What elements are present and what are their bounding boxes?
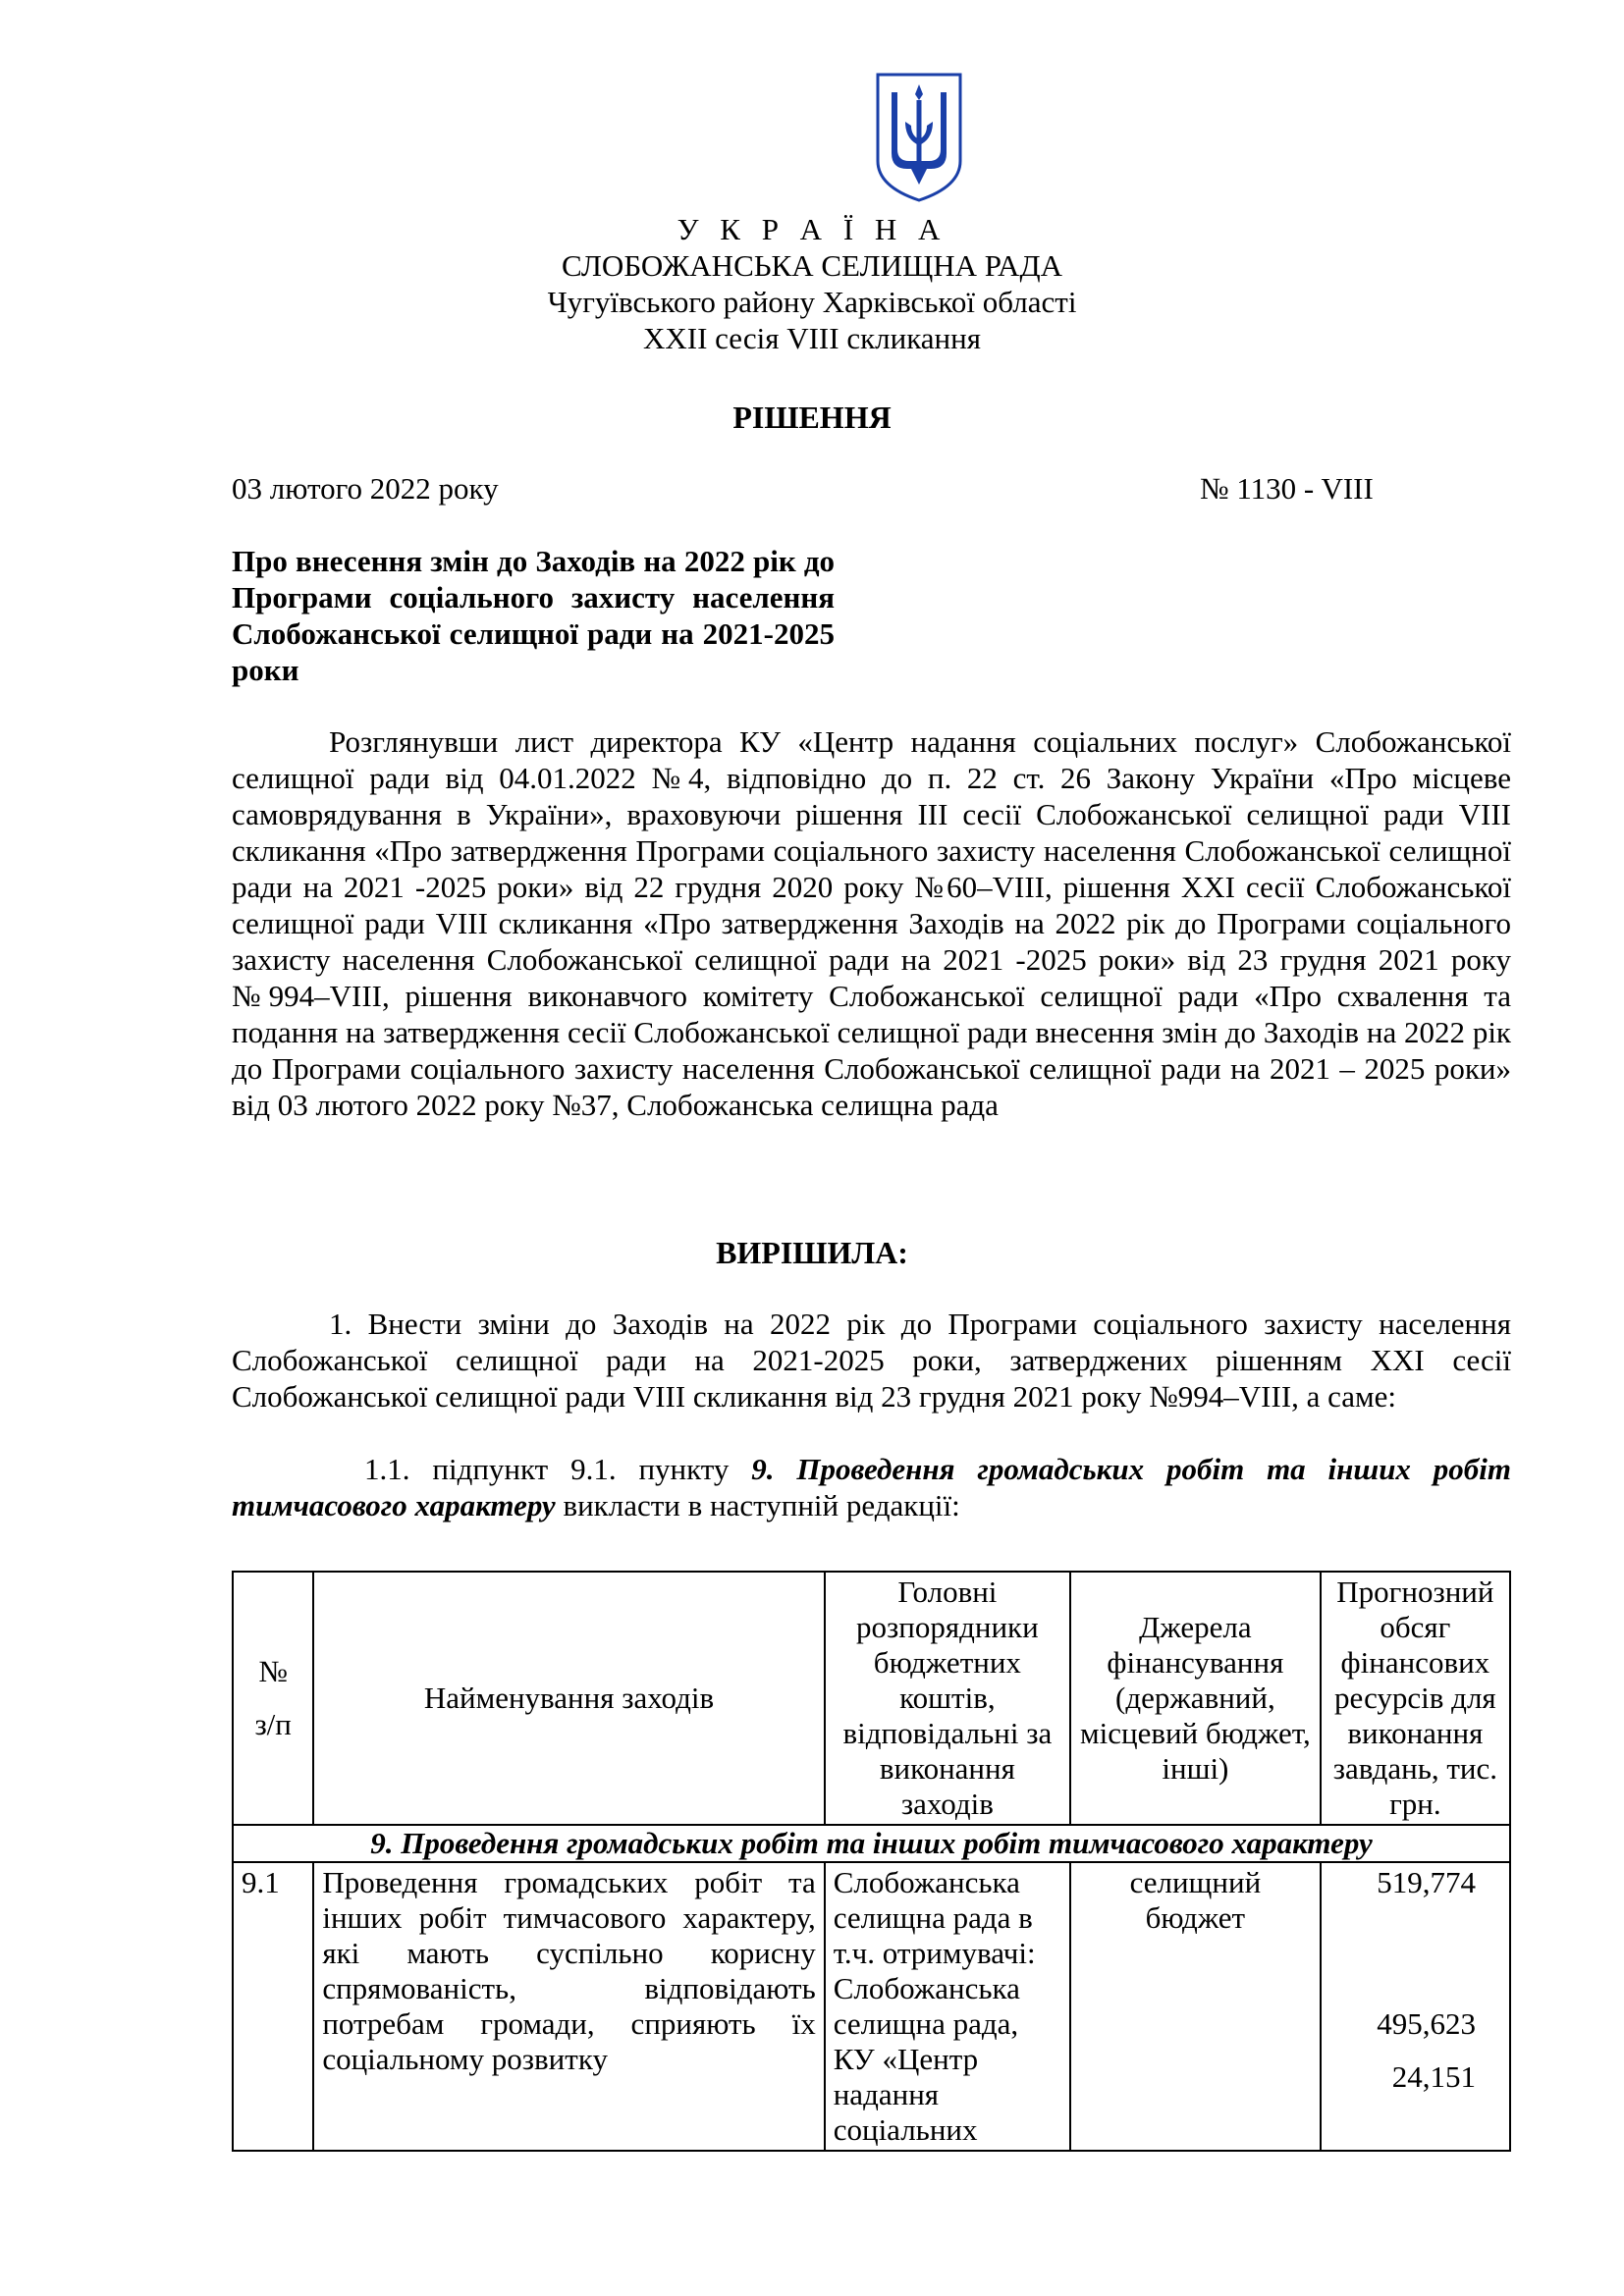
row-source: селищний бюджет — [1070, 1862, 1321, 2151]
decided-heading: ВИРІШИЛА: — [716, 1235, 908, 1270]
amount-spacer — [1329, 1900, 1476, 1936]
row-amount-center: 24,151 — [1391, 2059, 1476, 2094]
amount-spacer — [1329, 1936, 1476, 1971]
section-title: 9. Проведення громадських робіт та інших робіт тимчасового характеру — [233, 1825, 1510, 1862]
preamble-paragraph: Розглянувши лист директора КУ «Центр надання соціальних послуг» Слобожанської селищної ради від 04.01.2022 №4, відповідно до п. 22 ст. 26 Закону України «Про місцеве самоврядування в України», враховуючи рішення III сесії Слобожанської селищної ради VIII скликання «Про затвердження Програми соціального захисту населення Слобожанської селищної ради на 2021 -2025 роки» від 22 грудня 2020 року №60–VIII, рішення XXI сесії Слобожанської селищної ради VIII скликання «Про затвердження Заходів на 2022 рік до Програми соціального захисту населення Слобожанської селищної ради на 2021 -2025 роки» від 23 грудня 2021 року №994–VIII, рішення виконавчого комітету Слобожанської селищної ради «Про схвалення та подання на затвердження сесії Слобожанської селищної ради внесення змін до Заходів на 2022 рік до Програми соціального захисту населення Слобожанської селищної ради на 2021 – 2025 роки» від 03 лютого 2022 року №37, Слобожанська селищна рада — [232, 724, 1511, 1122]
header-responsible: Головні розпорядники бюджетних коштів, відповідальні за виконання заходів — [825, 1572, 1070, 1825]
document-date: 03 лютого 2022 року — [232, 471, 499, 506]
item-1-paragraph: 1. Внести зміни до Заходів на 2022 рік до Програми соціального захисту населення Слобожанської селищної ради на 2021-2025 роки, затверджених рішенням XXI сесії Слобожанської селищної ради VIII скликання від 23 грудня 2021 року №994–VIII, а саме: — [232, 1307, 1511, 1414]
header-number — [233, 1572, 313, 1825]
table-row — [233, 1862, 1510, 2151]
document-subject: Про внесення змін до Заходів на 2022 рік до Програми соціального захисту населення Слобожанської селищної ради на 2021-2025 роки — [232, 544, 835, 687]
row-number: 9.1 — [233, 1862, 313, 2151]
row-amount-council: 495,623 — [1377, 2006, 1476, 2041]
header-name: Найменування заходів — [313, 1572, 824, 1825]
header-council: СЛОБОЖАНСЬКА СЕЛИЩНА РАДА — [562, 248, 1062, 283]
row-responsible: Слобожанська селищна рада в т.ч. отримувачі: Слобожанська селищна рада, КУ «Центр надання соціальних — [825, 1862, 1070, 2151]
header-amount: Прогнозний обсяг фінансових ресурсів для виконання завдань, тис. грн. — [1321, 1572, 1510, 1825]
item-1-1-paragraph — [232, 1451, 1511, 1523]
header-source: Джерела фінансування (державний, місцевий бюджет, інші) — [1070, 1572, 1321, 1825]
header-number-symbol: № — [258, 1654, 288, 1688]
header-district: Чугуївського району Харківської області — [547, 285, 1077, 319]
document-title: РІШЕННЯ — [732, 400, 892, 435]
header-country: У К Р А Ї Н А — [677, 212, 947, 246]
item-1-1-suffix: викласти в наступній редакції: — [555, 1488, 960, 1522]
item-1-1-emphasis: 9. Проведення громадських робіт та інших робіт тимчасового характеру — [232, 1452, 1511, 1522]
row-name: Проведення громадських робіт та інших робіт тимчасового характеру, які мають суспільно корисну спрямованість, відповідають потребам громади, сприяють їх соціальному розвитку — [313, 1862, 824, 2151]
row-amount-total: 519,774 — [1377, 1865, 1476, 1899]
table-section-row — [233, 1825, 1510, 1862]
header-number-abbrev: з/п — [254, 1707, 292, 1741]
item-1-1-prefix: 1.1. підпункт 9.1. пункту — [364, 1452, 752, 1486]
row-amount — [1321, 1862, 1510, 2151]
document-number: № 1130 - VIII — [1200, 471, 1374, 506]
trident-coat-of-arms-icon — [872, 71, 966, 204]
header-session: XXII сесія VIII скликання — [643, 321, 981, 355]
amount-spacer — [1329, 1971, 1476, 2006]
amount-spacer — [1329, 2042, 1476, 2059]
table-header-row — [233, 1572, 1510, 1825]
measures-table — [232, 1571, 1511, 2152]
